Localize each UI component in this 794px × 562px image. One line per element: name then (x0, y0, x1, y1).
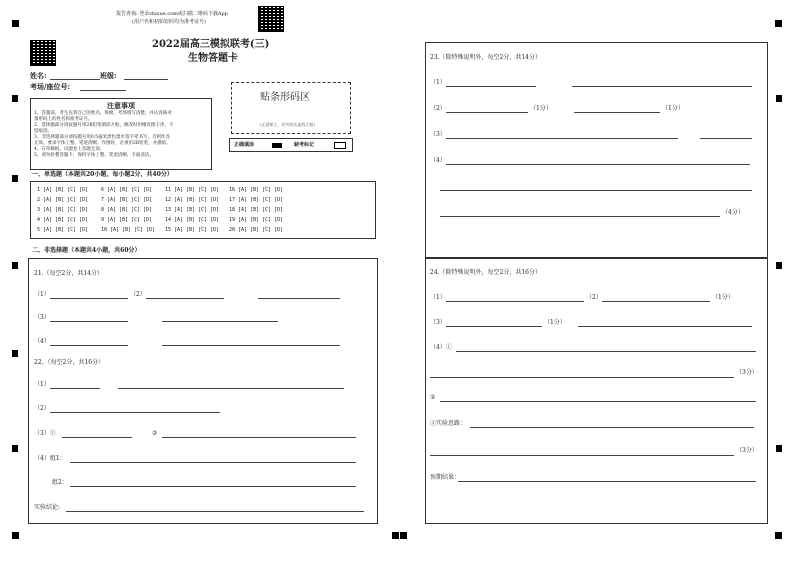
answer-line[interactable] (572, 86, 752, 87)
q23-part4: （4） (430, 157, 446, 164)
registration-mark (12, 532, 19, 539)
filled-square-icon (272, 143, 282, 148)
q24-part3: （3） (430, 319, 446, 326)
answer-line[interactable] (118, 388, 344, 389)
section1-title: 一、单选题（本题共20小题，每小题2分，共40分） (32, 171, 173, 178)
q23-part2b-score: （1分） (662, 105, 684, 112)
mc-question-8[interactable]: 8 [A] [B] [C] [D] (101, 207, 153, 213)
q23-part1: （1） (430, 79, 446, 86)
page-subtitle: 生物答题卡 (188, 53, 238, 64)
answer-line[interactable] (446, 86, 536, 87)
mc-question-2[interactable]: 2 [A] [B] [C] [D] (37, 197, 89, 203)
answer-line[interactable] (50, 345, 128, 346)
registration-mark (776, 262, 782, 269)
class-label: 班级: (100, 71, 117, 80)
answer-line[interactable] (446, 301, 584, 302)
q21-part3: （3） (34, 314, 50, 321)
mc-question-14[interactable]: 14 [A] [B] [C] [D] (165, 217, 220, 223)
registration-mark (12, 262, 18, 269)
mc-question-11[interactable]: 11 [A] [B] [C] [D] (165, 187, 220, 193)
barcode-area (231, 82, 351, 134)
answer-line[interactable] (446, 112, 528, 113)
exam-field[interactable] (80, 90, 126, 91)
mc-question-4[interactable]: 4 [A] [B] [C] [D] (37, 217, 89, 223)
answer-line[interactable] (456, 351, 756, 352)
answer-line[interactable] (574, 112, 660, 113)
mc-question-1[interactable]: 1 [A] [B] [C] [D] (37, 187, 89, 193)
q22-conclusion: 实验结论: (34, 504, 61, 511)
barcode-hint: (正面朝上，切勿贴出虚线方框) (260, 122, 316, 127)
registration-mark (392, 532, 399, 539)
exam-label: 考场/座位号: (30, 82, 71, 91)
q22-part4b: 组2： (52, 479, 68, 486)
mc-question-18[interactable]: 18 [A] [B] [C] [D] (229, 207, 284, 213)
registration-mark (400, 532, 407, 539)
q23-part4-score: （4分） (722, 209, 744, 216)
registration-mark (776, 95, 782, 102)
answer-line[interactable] (70, 486, 356, 487)
q21-part4: （4） (34, 338, 50, 345)
answer-line[interactable] (602, 301, 710, 302)
q23-part3: （3） (430, 131, 446, 138)
answer-line[interactable] (440, 401, 756, 402)
answer-line[interactable] (50, 298, 128, 299)
q23-title: 23.（除特殊说明外，每空2分，共14分） (430, 54, 541, 61)
report-note: 报告查询: 登录zhixue.com或扫描二维码下载App (116, 11, 228, 17)
q22-part4: （4）组1： (34, 455, 66, 462)
notice-item: 留痕迹。 (34, 129, 52, 134)
notice-list (34, 111, 210, 159)
qr-code-icon (258, 6, 284, 32)
mc-question-6[interactable]: 6 [A] [B] [C] [D] (101, 187, 153, 193)
answer-line[interactable] (50, 388, 100, 389)
mc-question-13[interactable]: 13 [A] [B] [C] [D] (165, 207, 220, 213)
answer-line[interactable] (162, 345, 340, 346)
answer-line[interactable] (162, 321, 278, 322)
q24-part2: （2） (586, 294, 602, 301)
q22-part3: （3）① (34, 430, 56, 437)
answer-line[interactable] (446, 326, 542, 327)
q22-part2: （2） (34, 405, 50, 412)
mc-question-16[interactable]: 16 [A] [B] [C] [D] (229, 187, 284, 193)
notice-item: 2、选择题部分请按题号用2B铅笔填涂方框，修改时用橡皮擦干净，不 (34, 123, 174, 128)
answer-line[interactable] (146, 298, 224, 299)
q22-title: 22、（每空2分，共16分） (34, 359, 105, 366)
q24-part2-score: （1分） (712, 294, 734, 301)
q22-part1: （1） (34, 381, 50, 388)
report-note-sub: (用户名和初始密码均为准考证号) (132, 19, 206, 25)
name-label: 姓名: (30, 71, 47, 80)
mc-question-19[interactable]: 19 [A] [B] [C] [D] (229, 217, 284, 223)
mc-question-20[interactable]: 20 [A] [B] [C] [D] (229, 227, 284, 233)
qr-code-icon (30, 40, 56, 66)
notice-item: 无效。要求字体工整、笔迹清晰。作图时，必须用2B铅笔，并描浓。 (34, 141, 171, 146)
notice-box (30, 98, 212, 170)
answer-line[interactable] (446, 138, 678, 139)
registration-mark (12, 20, 19, 27)
q21-part1: （1） (34, 291, 50, 298)
registration-mark (775, 20, 782, 27)
answer-line[interactable] (458, 481, 756, 482)
registration-mark (775, 532, 782, 539)
mc-question-15[interactable]: 15 [A] [B] [C] [D] (165, 227, 220, 233)
absent-mark-label: 缺考标记 (294, 142, 315, 148)
q21-part2: （2） (130, 291, 146, 298)
answer-line[interactable] (258, 298, 340, 299)
mc-question-12[interactable]: 12 [A] [B] [C] [D] (165, 197, 220, 203)
mc-question-17[interactable]: 17 [A] [B] [C] [D] (229, 197, 284, 203)
registration-mark (12, 175, 18, 182)
registration-mark (776, 445, 782, 452)
mc-question-9[interactable]: 9 [A] [B] [C] [D] (101, 217, 153, 223)
q24-part4-score: （3分） (736, 369, 758, 376)
answer-line[interactable] (50, 412, 220, 413)
answer-line[interactable] (70, 462, 356, 463)
notice-item: 1、答题前，考生先将自己的姓名、班级、考场填写清楚，并认真核对 (34, 111, 172, 116)
mc-question-7[interactable]: 7 [A] [B] [C] [D] (101, 197, 153, 203)
notice-title: 注意事项 (107, 101, 135, 110)
class-field[interactable] (124, 79, 168, 80)
notice-item: 4、在草稿纸、试题卷上答题无效。 (34, 147, 105, 152)
q24-part1: （1） (430, 294, 446, 301)
answer-line[interactable] (50, 321, 128, 322)
q24-circle2: ② (430, 394, 436, 401)
answer-line[interactable] (700, 138, 752, 139)
answer-line[interactable] (62, 437, 132, 438)
notice-item: 条形码上的姓名和准考证号。 (34, 117, 93, 122)
q24-circle3: ③实验思路： (430, 420, 467, 427)
q24-expected: 预期结果： (430, 474, 461, 481)
answer-line[interactable] (446, 164, 750, 165)
notice-item: 3、非选择题部分请按题号用0.5毫米黑色墨水签字笔书写，否则作答 (34, 135, 171, 140)
correct-fill-label: 正确填涂 (234, 142, 255, 148)
fill-example-box (229, 138, 353, 152)
q22-part3b: ② (152, 430, 158, 437)
q24-part4: （4）① (430, 344, 452, 351)
barcode-label: 贴条形码区 (260, 92, 310, 103)
q24-title: 24.（除特殊说明外，每空2分，共16分） (430, 269, 541, 276)
q24-part3-score: （1分） (544, 319, 566, 326)
q24-circle3-score: （3分） (736, 447, 758, 454)
registration-mark (12, 445, 18, 452)
mc-question-5[interactable]: 5 [A] [B] [C] [D] (37, 227, 89, 233)
answer-line[interactable] (162, 437, 356, 438)
answer-line[interactable] (440, 216, 720, 217)
notice-item: 5、请勿折叠答题卡，保持字体工整、笔迹清晰、卡面清洁。 (34, 153, 154, 158)
section2-title: 二、非选择题（本题共4小题，共60分） (32, 247, 141, 254)
answer-line[interactable] (440, 190, 752, 191)
registration-mark (12, 95, 18, 102)
answer-line[interactable] (578, 326, 752, 327)
mc-question-10[interactable]: 10 [A] [B] [C] [D] (101, 227, 156, 233)
page-title: 2022届高三模拟联考(三) (152, 39, 270, 50)
answer-box-23 (425, 42, 768, 258)
q23-part2-score: （1分） (530, 105, 552, 112)
registration-mark (12, 350, 18, 357)
q21-title: 21.（每空2分，共14分） (34, 270, 103, 277)
answer-line[interactable] (430, 377, 734, 378)
q23-part2: （2） (430, 105, 446, 112)
answer-line[interactable] (430, 455, 734, 456)
answer-line[interactable] (66, 511, 364, 512)
name-field[interactable] (50, 79, 100, 80)
mc-question-3[interactable]: 3 [A] [B] [C] [D] (37, 207, 89, 213)
mc-answer-box (30, 181, 376, 239)
absent-checkbox[interactable] (334, 142, 346, 149)
answer-line[interactable] (470, 427, 754, 428)
